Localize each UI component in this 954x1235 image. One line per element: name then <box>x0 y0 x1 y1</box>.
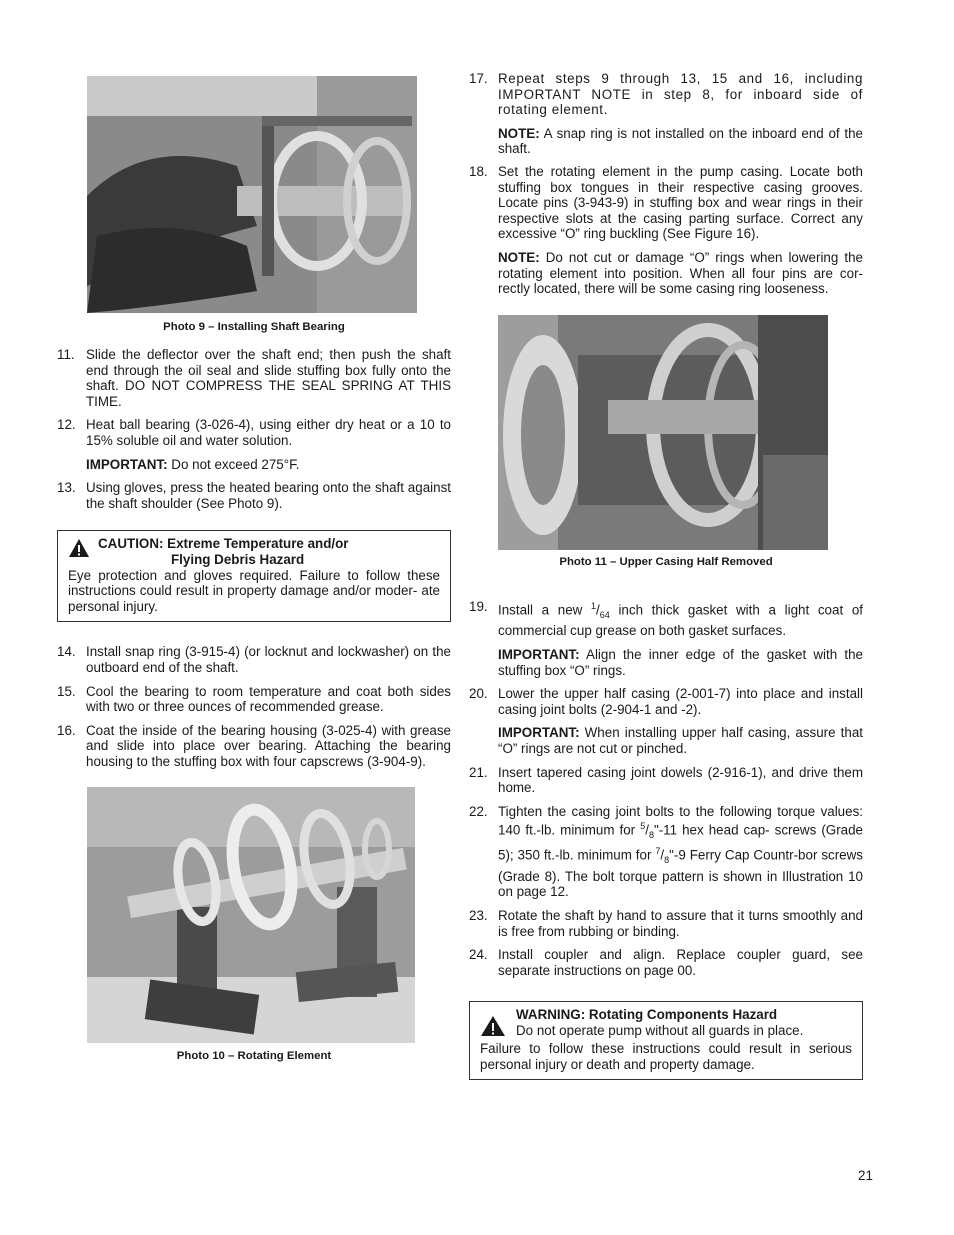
step-number: 11. <box>57 347 75 362</box>
step-22: 22. Tighten the casing joint bolts to the following torque values: 140 ft.-lb. minimum for $^5/_8"-11$ hex head cap- screws (Grade 5); 350 ft.-lb. minimum for $^7/_8"-9$ Ferry Cap Countr-bor screws (Grade 8). The bolt torque pattern is shown in Illustration 10 on page 12. <box>469 803 864 900</box>
step-text: Repeat steps 9 through 13, 15 and 16, including IMPORTANT NOTE in step 8, for inboard side of rotating element. <box>498 71 863 118</box>
step-number: 13. <box>57 480 76 496</box>
step-19: 19. Install a new $^1/_{64}$ inch thick gasket with a light coat of commercial cup grease on both gasket surfaces. <box>469 598 863 639</box>
step-text: Install snap ring (3-915-4) (or locknut and lockwasher) on the outboard end of the shaft. <box>86 644 451 675</box>
note-label: IMPORTANT: <box>498 725 580 741</box>
step-text: Install coupler and align. Replace coupler guard, see separate instructions on page 00. <box>498 947 863 978</box>
caution-title-line-2: Flying Debris Hazard <box>171 551 305 567</box>
note-label: IMPORTANT: <box>86 456 168 472</box>
warning-title: WARNING: Rotating Components Hazard <box>516 1007 778 1023</box>
note-text: When installing upper half casing, assure that “O” rings are not cut or pinched. <box>498 725 863 757</box>
step-17 <box>469 71 863 118</box>
step-13 <box>57 480 451 511</box>
warning-body: Failure to follow these instructions could result in serious personal injury or death and property damage. <box>480 1041 852 1072</box>
photo-11-upper-casing-half-removed <box>498 315 828 550</box>
step-21 <box>469 765 863 796</box>
step-text: Rotate the shaft by hand to assure that it turns smoothly and is free from rubbing or binding. <box>498 908 863 939</box>
left-column <box>57 76 451 1063</box>
warning-box <box>469 1001 863 1080</box>
right-column <box>469 71 863 1080</box>
note-label: NOTE: <box>498 125 540 141</box>
warning-triangle-icon <box>480 1015 516 1041</box>
step-number: 21. <box>469 764 488 780</box>
fraction-denominator: 64 <box>599 609 610 620</box>
step-number: 23. <box>469 908 488 924</box>
step-text: Heat ball bearing (3-026-4), using either dry heat or a 10 to 15% soluble oil and water solution. <box>86 417 451 448</box>
photo-11-caption: Photo 11 – Upper Casing Half Removed <box>559 555 773 568</box>
fraction-numerator: 1 <box>591 600 597 611</box>
step-text-post: inch thick gasket with a light coat of commercial cup grease on both gasket surfaces. <box>498 602 863 639</box>
fraction-numerator: 5 <box>640 821 646 832</box>
note-label: NOTE: <box>498 249 540 265</box>
step-15 <box>57 684 451 715</box>
caution-body: Eye protection and gloves required. Failure to follow these instructions could result in property damage and/or moder- ate personal injury. <box>68 567 440 614</box>
step-number: 24. <box>469 947 488 963</box>
note-text: Do not cut or damage “O” rings when lowering the rotating element into position. When all four pins are cor- rectly located, there will be some casing ring looseness. <box>498 249 863 297</box>
step-text: Using gloves, press the heated bearing onto the shaft against the shaft shoulder (See Photo 9). <box>86 480 451 511</box>
step-text-pre: Install a new <box>498 602 592 618</box>
step-number: 18. <box>469 163 488 179</box>
photo-11-image <box>498 315 828 550</box>
note-text: A snap ring is not installed on the inboard end of the shaft. <box>498 125 863 157</box>
step-text: Insert tapered casing joint dowels (2-916-1), and drive them home. <box>498 764 863 796</box>
step-text: Cool the bearing to room temperature and coat both sides with two or three ounces of recommended grease. <box>86 683 451 715</box>
step-number: 16. <box>57 722 76 738</box>
step-text: Slide the deflector over the shaft end; then push the shaft end through the oil seal and slide stuffing box fully onto the shaft. DO NOT COMPRESS THE SEAL SPRING AT THIS TIME. <box>86 347 451 409</box>
step-text: Set the rotating element in the pump casing. Locate both stuffing box tongues in their respective casing grooves. Locate pins (3-943-9) in stuffing box and wear rings in their respective slots at the casing parting surface. Correct any excessive “O” ring buckling (See Figure 16). <box>498 163 863 242</box>
fraction-numerator: 7 <box>655 846 661 857</box>
step-12-important-note <box>57 457 451 473</box>
warning-line-1: Do not operate pump without all guards in place. <box>516 1023 804 1039</box>
step-18-note <box>469 250 863 297</box>
photo-9-installing-shaft-bearing <box>87 76 417 313</box>
step-text: Lower the upper half casing (2-001-7) into place and install casing joint bolts (2-904-1 and -2). <box>498 686 863 717</box>
step-text-a: Tighten the casing joint bolts to the following torque values: 140 ft.-lb. minimum for <box>498 803 863 838</box>
step-number: 17. <box>469 71 488 86</box>
photo-9-caption: Photo 9 – Installing Shaft Bearing <box>163 321 345 333</box>
photo-10-image <box>87 787 415 1043</box>
photo-10-caption: Photo 10 – Rotating Element <box>176 1050 332 1063</box>
caution-title-line-1: CAUTION: Extreme Temperature and/or <box>98 536 349 552</box>
step-18 <box>469 164 863 242</box>
step-number: 15. <box>57 683 76 699</box>
step-17-note <box>469 126 863 157</box>
step-number: 20. <box>469 686 488 702</box>
step-text-b: "-11 hex head cap- screws (Grade 5); 350 ft.-lb. minimum for <box>498 822 864 863</box>
step-16 <box>57 723 451 770</box>
step-20-important-note <box>469 725 863 756</box>
note-text: Do not exceed 275°F. <box>167 456 300 472</box>
photo-9-image <box>87 76 417 313</box>
step-14 <box>57 644 451 675</box>
warning-triangle-icon <box>68 538 98 567</box>
caution-box <box>57 530 451 622</box>
page-number: 21 <box>858 1168 873 1183</box>
note-text: Align the inner edge of the gasket with the stuffing box “O” rings. <box>498 647 863 678</box>
step-23 <box>469 908 863 939</box>
step-12 <box>57 417 451 448</box>
fraction-denominator: 8 <box>648 830 654 841</box>
step-number: 22. <box>469 803 488 819</box>
step-24 <box>469 947 863 978</box>
step-text-c: "-9 Ferry Cap Countr-bor screws (Grade 8). The bolt torque pattern is shown in Illustration 10 on page 12. <box>498 847 863 900</box>
step-number: 14. <box>57 644 76 660</box>
fraction-denominator: 8 <box>664 855 670 866</box>
step-11 <box>57 347 451 409</box>
step-text: Coat the inside of the bearing housing (3-025-4) with grease and slide into place over bearing. Attaching the bearing housing to the stuffing box with four capscrews (3-904-9). <box>86 722 451 769</box>
step-20 <box>469 686 863 717</box>
step-number: 19. <box>469 598 488 614</box>
step-number: 12. <box>57 417 76 433</box>
note-label: IMPORTANT: <box>498 647 580 663</box>
photo-10-rotating-element <box>87 787 415 1043</box>
step-19-important-note <box>469 647 863 678</box>
